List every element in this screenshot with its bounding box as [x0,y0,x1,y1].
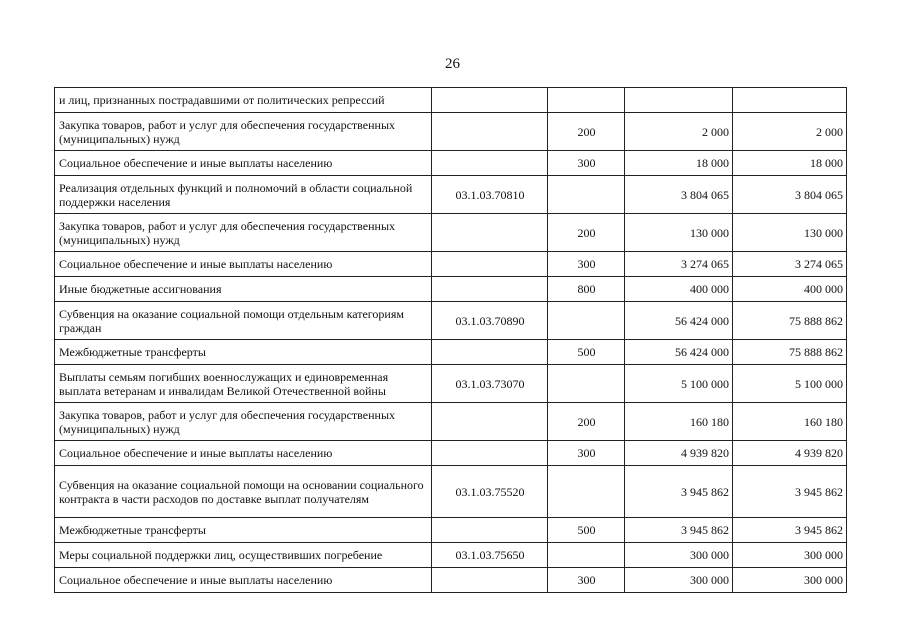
row-name: Социальное обеспечение и иные выплаты населению [55,441,432,466]
row-amount-2: 300 000 [733,543,847,568]
row-expense-type: 300 [548,151,625,176]
row-code [432,151,548,176]
row-code [432,277,548,302]
row-code [432,214,548,252]
table-row [55,568,847,593]
row-name: и лиц, признанных пострадавшими от политических репрессий [55,88,432,113]
row-amount-1: 300 000 [625,543,733,568]
row-amount-1: 300 000 [625,568,733,593]
row-name: Закупка товаров, работ и услуг для обеспечения государственных (муниципальных) нужд [55,113,432,151]
row-name: Выплаты семьям погибших военнослужащих и единовременная выплата ветеранам и инвалидам Великой Отечественной войны [55,365,432,403]
table-row [55,113,847,151]
row-amount-1: 5 100 000 [625,365,733,403]
table-row [55,340,847,365]
row-expense-type [548,88,625,113]
row-amount-2: 3 945 862 [733,466,847,518]
row-name: Социальное обеспечение и иные выплаты населению [55,568,432,593]
row-expense-type: 300 [548,441,625,466]
row-code: 03.1.03.75650 [432,543,548,568]
row-name: Закупка товаров, работ и услуг для обеспечения государственных (муниципальных) нужд [55,403,432,441]
table-row [55,441,847,466]
row-amount-1: 400 000 [625,277,733,302]
table-row [55,466,847,518]
row-amount-2: 400 000 [733,277,847,302]
row-amount-1: 56 424 000 [625,340,733,365]
row-code [432,252,548,277]
table-row [55,176,847,214]
table-row [55,403,847,441]
row-name: Закупка товаров, работ и услуг для обеспечения государственных (муниципальных) нужд [55,214,432,252]
row-expense-type: 300 [548,568,625,593]
row-name: Межбюджетные трансферты [55,518,432,543]
row-name: Меры социальной поддержки лиц, осуществивших погребение [55,543,432,568]
row-amount-2: 4 939 820 [733,441,847,466]
row-expense-type [548,466,625,518]
row-amount-2: 2 000 [733,113,847,151]
table-row [55,88,847,113]
row-amount-1: 160 180 [625,403,733,441]
row-amount-1: 130 000 [625,214,733,252]
row-amount-2: 130 000 [733,214,847,252]
row-name: Социальное обеспечение и иные выплаты населению [55,151,432,176]
row-code [432,340,548,365]
table-row [55,543,847,568]
table-row [55,252,847,277]
table-row [55,151,847,176]
table-row [55,277,847,302]
row-amount-1 [625,88,733,113]
row-name: Межбюджетные трансферты [55,340,432,365]
table-row [55,302,847,340]
budget-table [54,87,847,593]
row-code [432,88,548,113]
row-code [432,403,548,441]
table-row [55,365,847,403]
row-expense-type [548,543,625,568]
table-row [55,518,847,543]
table-row [55,214,847,252]
row-amount-2: 75 888 862 [733,302,847,340]
row-name: Реализация отдельных функций и полномочий в области социальной поддержки населения [55,176,432,214]
page-number: 26 [445,56,460,72]
row-amount-2: 75 888 862 [733,340,847,365]
row-code: 03.1.03.70890 [432,302,548,340]
row-name: Иные бюджетные ассигнования [55,277,432,302]
row-amount-2: 3 804 065 [733,176,847,214]
row-amount-1: 2 000 [625,113,733,151]
row-expense-type [548,302,625,340]
row-amount-1: 3 804 065 [625,176,733,214]
row-amount-1: 4 939 820 [625,441,733,466]
row-amount-1: 18 000 [625,151,733,176]
row-expense-type: 200 [548,403,625,441]
row-name: Субвенция на оказание социальной помощи на основании социального контракта в части расходов по доставке выплат получателям [55,466,432,518]
row-code: 03.1.03.70810 [432,176,548,214]
row-amount-2 [733,88,847,113]
row-amount-1: 3 945 862 [625,466,733,518]
row-expense-type: 500 [548,518,625,543]
row-amount-2: 5 100 000 [733,365,847,403]
row-amount-2: 3 945 862 [733,518,847,543]
row-amount-1: 3 945 862 [625,518,733,543]
row-code [432,518,548,543]
row-expense-type: 800 [548,277,625,302]
row-code: 03.1.03.73070 [432,365,548,403]
row-name: Субвенция на оказание социальной помощи отдельным категориям граждан [55,302,432,340]
row-code: 03.1.03.75520 [432,466,548,518]
row-name: Социальное обеспечение и иные выплаты населению [55,252,432,277]
row-code [432,568,548,593]
row-code [432,441,548,466]
row-code [432,113,548,151]
row-expense-type: 200 [548,214,625,252]
row-amount-2: 300 000 [733,568,847,593]
row-expense-type [548,365,625,403]
row-expense-type [548,176,625,214]
row-amount-2: 160 180 [733,403,847,441]
row-amount-2: 3 274 065 [733,252,847,277]
row-expense-type: 300 [548,252,625,277]
row-amount-1: 56 424 000 [625,302,733,340]
row-expense-type: 500 [548,340,625,365]
row-amount-2: 18 000 [733,151,847,176]
row-amount-1: 3 274 065 [625,252,733,277]
row-expense-type: 200 [548,113,625,151]
